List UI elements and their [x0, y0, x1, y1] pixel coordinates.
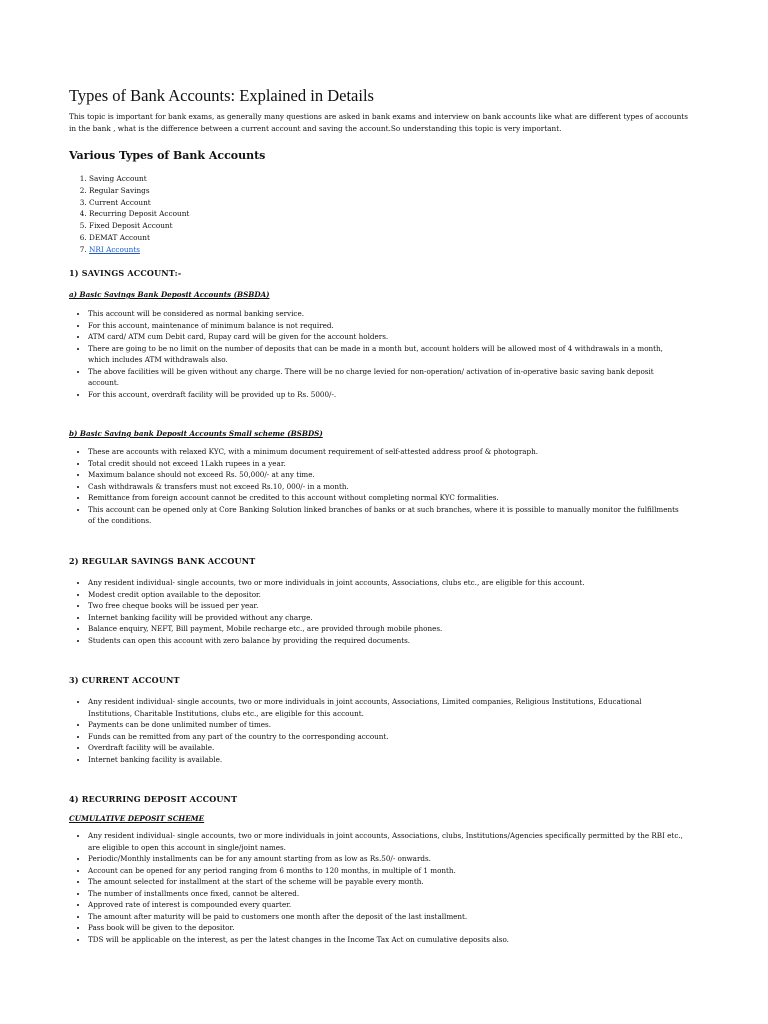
list-item: • Cash withdrawals & transfers must not exceed Rs.10, 000/- in a month. [88, 481, 684, 493]
list-item: • There are going to be no limit on the number of deposits that can be made in a month but, account holders will be allowed most of 4 withdrawals in a month, which includes ATM withdrawals also. [88, 343, 684, 366]
recurring-heading: 4) RECURRING DEPOSIT ACCOUNT [69, 794, 238, 804]
list-item: • Approved rate of interest is compounded every quarter. [88, 899, 684, 911]
bsbds-list [69, 446, 684, 527]
list-item: • Any resident individual- single accounts, two or more individuals in joint accounts, Associations, clubs etc., are eligible for this account. [88, 577, 684, 589]
list-item: • Any resident individual- single accounts, two or more individuals in joint accounts, Associations, Limited companies, Religious Institutions, Educational Institutions, Charitable Institutions, clubs etc., are eligible for this account. [88, 696, 684, 719]
list-item: • Total credit should not exceed 1Lakh rupees in a year. [88, 458, 684, 470]
list-item: • ATM card/ ATM cum Debit card, Rupay card will be given for the account holders. [88, 331, 684, 343]
cumulative-title: CUMULATIVE DEPOSIT SCHEME [69, 814, 205, 823]
list-item: 4. Recurring Deposit Account [89, 208, 689, 220]
current-heading: 3) CURRENT ACCOUNT [69, 675, 180, 685]
bsbda-section [69, 290, 684, 400]
list-item: • Periodic/Monthly installments can be for any amount starting from as low as Rs.50/- onwards. [88, 853, 684, 865]
list-item: • For this account, overdraft facility will be provided up to Rs. 5000/-. [88, 389, 684, 401]
regular-list [69, 577, 684, 646]
list-item: • Pass book will be given to the depositor. [88, 922, 684, 934]
list-item: • Internet banking facility is available. [88, 754, 684, 766]
list-item: • For this account, maintenance of minimum balance is not required. [88, 320, 684, 332]
list-item: • Modest credit option available to the depositor. [88, 589, 684, 601]
bsbda-list [69, 308, 684, 400]
savings-heading: 1) SAVINGS ACCOUNT:- [69, 268, 182, 278]
list-item: 2. Regular Savings [89, 185, 689, 197]
list-item: • Students can open this account with zero balance by providing the required documents. [88, 635, 684, 647]
list-item: • Any resident individual- single accounts, two or more individuals in joint accounts, Associations, clubs, Institutions/Agencies specifically permitted by the RBI etc., are eligible to open this account in single/joint names. [88, 830, 684, 853]
document-header [69, 86, 689, 256]
list-item: • Two free cheque books will be issued per year. [88, 600, 684, 612]
list-item: • These are accounts with relaxed KYC, with a minimum document requirement of self-attested address proof & photograph. [88, 446, 684, 458]
list-item: • The number of installments once fixed, cannot be altered. [88, 888, 684, 900]
list-item: • Maximum balance should not exceed Rs. 50,000/- at any time. [88, 469, 684, 481]
list-item: • The above facilities will be given without any charge. There will be no charge levied for non-operation/ activation of in-operative basic saving bank deposit account. [88, 366, 684, 389]
recurring-list [69, 830, 684, 945]
list-item: • This account will be considered as normal banking service. [88, 308, 684, 320]
current-section [69, 675, 684, 765]
intro-paragraph: This topic is important for bank exams, as generally many questions are asked in bank exams and interview on bank accounts like what are different types of accounts in the bank , what is the difference between a current account and saving the account.So understanding this topic is very important. [69, 112, 688, 133]
list-item: • Internet banking facility will be provided without any charge. [88, 612, 684, 624]
list-item: • Funds can be remitted from any part of the country to the corresponding account. [88, 731, 684, 743]
list-item: • Account can be opened for any period ranging from 6 months to 120 months, in multiple of 1 month. [88, 865, 684, 877]
list-item: • Overdraft facility will be available. [88, 742, 684, 754]
list-item: • Balance enquiry, NEFT, Bill payment, Mobile recharge etc., are provided through mobile phones. [88, 623, 684, 635]
list-item: • TDS will be applicable on the interest, as per the latest changes in the Income Tax Act on cumulative deposits also. [88, 934, 684, 946]
types-heading: Various Types of Bank Accounts [69, 149, 266, 162]
list-item: • The amount selected for installment at the start of the scheme will be payable every month. [88, 876, 684, 888]
list-item: • This account can be opened only at Core Banking Solution linked branches of banks or at such branches, where it is possible to manually monitor the fulfillments of the conditions. [88, 504, 684, 527]
bsbds-title: b) Basic Saving bank Deposit Accounts Small scheme (BSBDS) [69, 429, 323, 438]
current-list [69, 696, 684, 765]
account-types-list [69, 173, 689, 256]
list-item: • Payments can be done unlimited number of times. [88, 719, 684, 731]
nri-accounts-link[interactable]: NRI Accounts [89, 244, 140, 254]
regular-savings-section [69, 556, 684, 646]
list-item: 3. Current Account [89, 197, 689, 209]
bsbds-section [69, 429, 684, 527]
bsbda-title: a) Basic Savings Bank Deposit Accounts (BSBDA) [69, 290, 270, 299]
list-item: 1. Saving Account [89, 173, 689, 185]
list-item: 6. DEMAT Account [89, 232, 689, 244]
list-item: • Remittance from foreign account cannot be credited to this account without completing normal KYC formalities. [88, 492, 684, 504]
list-item: 5. Fixed Deposit Account [89, 220, 689, 232]
list-item: • The amount after maturity will be paid to customers one month after the deposit of the last installment. [88, 911, 684, 923]
list-item [89, 244, 689, 256]
regular-heading: 2) REGULAR SAVINGS BANK ACCOUNT [69, 556, 256, 566]
page-title: Types of Bank Accounts: Explained in Details [69, 86, 374, 105]
savings-section [69, 268, 684, 278]
recurring-section [69, 794, 684, 945]
